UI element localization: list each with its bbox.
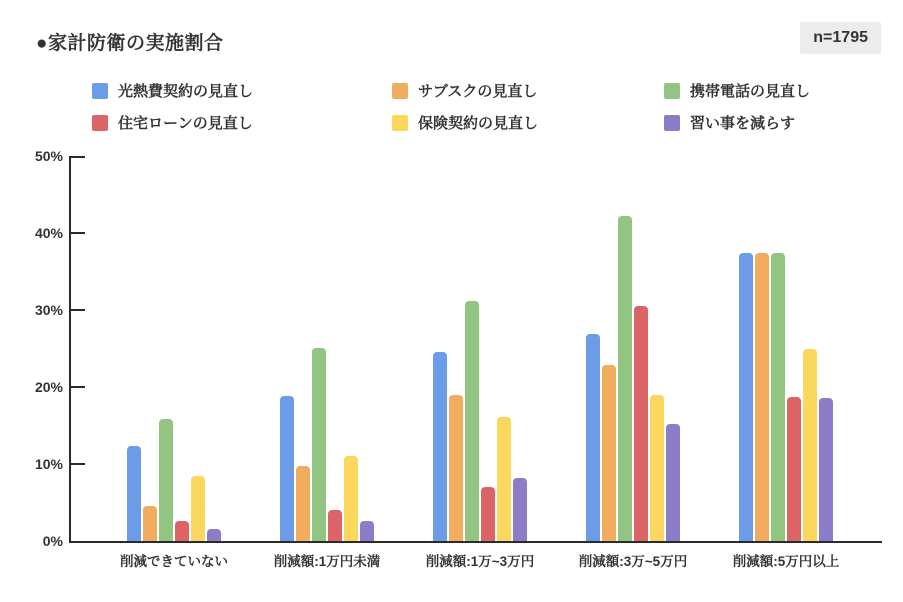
bar-series3-group4 [787, 397, 801, 541]
bar-series1-group3 [602, 365, 616, 541]
y-axis-label: 40% [34, 225, 63, 241]
y-axis-tick [71, 386, 85, 388]
bar-series0-group4 [739, 253, 753, 541]
bar-series0-group0 [127, 446, 141, 541]
bar-series5-group2 [513, 478, 527, 541]
x-axis-label: 削減額:3万~5万円 [578, 554, 688, 569]
bar-series0-group2 [433, 352, 447, 541]
bar-series1-group2 [449, 395, 463, 541]
y-axis-tick [71, 309, 85, 311]
bar-series2-group3 [618, 216, 632, 541]
bar-series5-group0 [207, 529, 221, 541]
page-title: ●家計防衛の実施割合 [36, 33, 224, 54]
bar-series1-group0 [143, 506, 157, 541]
y-axis-label: 30% [34, 302, 63, 318]
bar-series3-group3 [634, 306, 648, 541]
legend-label: サブスクの見直し [418, 83, 538, 100]
y-axis-label: 20% [34, 379, 63, 395]
bar-series1-group1 [296, 466, 310, 542]
bar-series2-group0 [159, 419, 173, 541]
y-axis-label: 50% [34, 148, 63, 164]
plot-area [34, 148, 882, 569]
bar-series2-group4 [771, 253, 785, 541]
bar-series5-group1 [360, 521, 374, 541]
y-axis-tick [71, 232, 85, 234]
sample-size-badge: n=1795 [800, 22, 881, 54]
bar-series4-group2 [497, 417, 511, 541]
bar-series4-group0 [191, 476, 205, 542]
y-axis-label: 0% [42, 533, 63, 549]
bar-series4-group3 [650, 395, 664, 541]
x-axis-label: 削減額:1万円未満 [273, 554, 381, 569]
legend-label: 光熱費契約の見直し [118, 83, 254, 100]
bar-series3-group2 [481, 487, 495, 541]
bar-series2-group1 [312, 348, 326, 541]
bar-series0-group3 [586, 334, 600, 541]
bar-series3-group1 [328, 510, 342, 541]
bar-series5-group4 [819, 398, 833, 541]
bar-series2-group2 [465, 301, 479, 541]
legend-label: 住宅ローンの見直し [118, 115, 253, 132]
x-axis-label: 削減できていない [120, 554, 228, 569]
y-axis-tick [71, 156, 85, 158]
legend-label: 保険契約の見直し [418, 115, 539, 132]
bar-series4-group4 [803, 349, 817, 542]
legend-label: 携帯電話の見直し [690, 83, 811, 100]
x-axis-label: 削減額:1万~3万円 [425, 554, 535, 569]
bar-series4-group1 [344, 456, 358, 541]
bar-series1-group4 [755, 253, 769, 541]
y-axis-tick [71, 463, 85, 465]
bar-series3-group0 [175, 521, 189, 541]
y-axis-label: 10% [34, 456, 63, 472]
bar-series0-group1 [280, 396, 294, 542]
bar-series5-group3 [666, 424, 680, 541]
legend-label: 習い事を減らす [690, 115, 796, 132]
x-axis-label: 削減額:5万円以上 [732, 554, 840, 569]
